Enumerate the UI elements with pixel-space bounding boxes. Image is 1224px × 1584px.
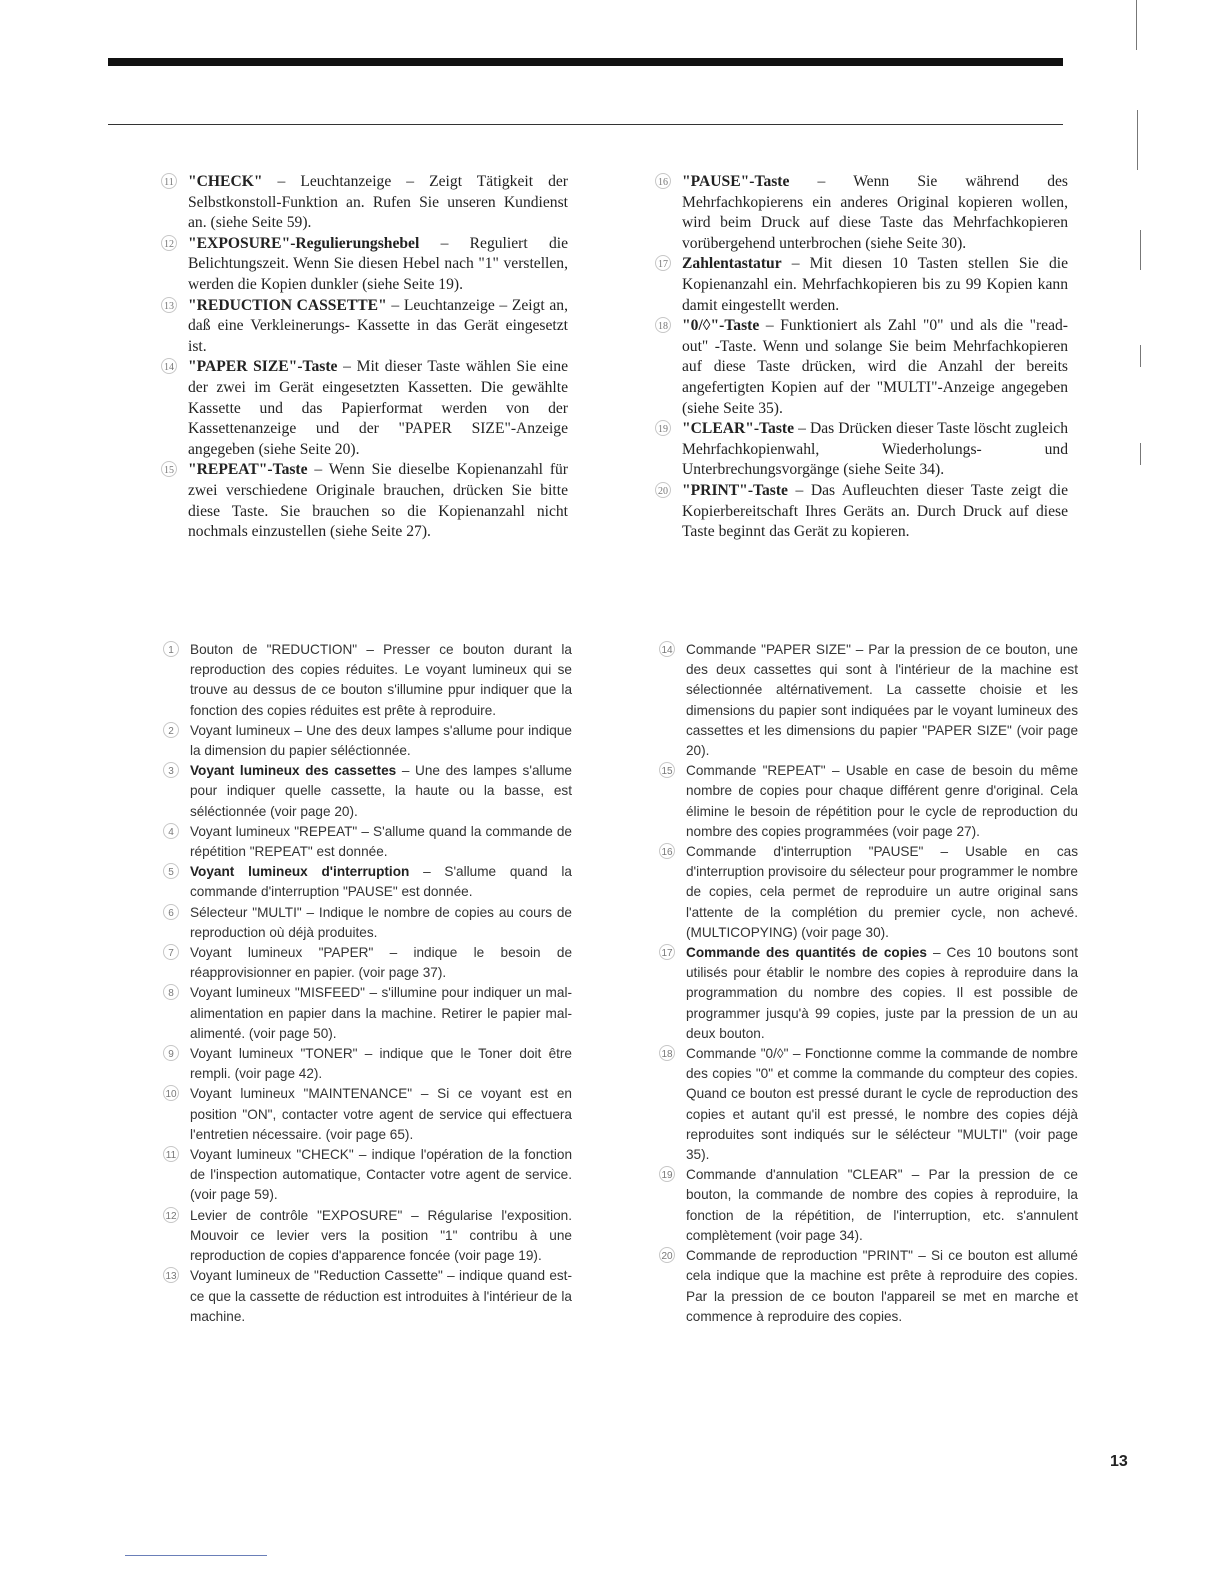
list-item: 14 Commande "PAPER SIZE" – Par la pression de ce bouton, une des deux cassettes qui sont à l'intérieur de la machine est sélectionnée altérnativement. La cassette choisie et les dimensions du papier sont indiquées par le voyant lumineux des cassettes et les dimensions du papier "PAPER SIZE" (voir page 20). (656, 640, 1078, 761)
list-item: 11 Voyant lumineux "CHECK" – indique l'opération de la fonction de l'inspection automatique, Contacter votre agent de service. (voir page 59). (160, 1145, 572, 1206)
list-item: 12 "EXPOSURE"-Regulierungshebel – Reguliert die Belichtungszeit. Wenn Sie diesen Hebel nach "1" verstellen, werden die Kopien dunkler (siehe Seite 19). (158, 234, 568, 296)
header-thin-rule (108, 124, 1063, 125)
list-item: 12 Levier de contrôle "EXPOSURE" – Régularise l'exposition. Mouvoir ce levier vers la position "1" contribu à une reproduction de copies d'apparence foncée (voir page 19). (160, 1206, 572, 1267)
list-item: 19 Commande d'annulation "CLEAR" – Par la pression de ce bouton, la commande de nombre des copies à reproduire, la fonction de la répétition, de l'interruption, etc. s'annulent complètement (voir page 34). (656, 1165, 1078, 1246)
circled-number-icon: 16 (658, 842, 676, 860)
list-item: 20 Commande de reproduction "PRINT" – Si ce bouton est allumé cela indique que la machine est prête à reproduire des copies. Par la pression de ce bouton l'appareil se met en marche et commence à reproduire des copies. (656, 1246, 1078, 1327)
scan-edge-mark (1137, 110, 1138, 170)
circled-number-icon: 13 (160, 296, 178, 314)
list-item: 18 "0/◊"-Taste – Funktioniert als Zahl "0" und als die "read-out" -Taste. Wenn und solange Sie beim Mehrfachkopieren auf diese Taste drücken, wird die Anzahl der bereits angefertigten Kopien auf der "MULTI"-Anzeige angegeben (siehe Seite 35). (652, 316, 1068, 419)
list-item: 10 Voyant lumineux "MAINTENANCE" – Si ce voyant est en position "ON", contacter votre agent de service qui effectuera l'entretien nécessaire. (voir page 65). (160, 1084, 572, 1145)
circled-number-icon: 15 (160, 460, 178, 478)
circled-number-icon: 11 (160, 172, 178, 190)
list-item: 13 Voyant lumineux de "Reduction Cassette" – indique quand est-ce que la cassette de réduction est introduites à l'intérieur de la machine. (160, 1266, 572, 1327)
circled-number-icon: 6 (162, 903, 180, 921)
circled-number-icon: 13 (162, 1266, 180, 1284)
list-item: 3 Voyant lumineux des cassettes – Une des lampes s'allume pour indiquer quelle cassette, la haute ou la basse, est séléctionnée (voir page 20). (160, 761, 572, 822)
list-item: 20 "PRINT"-Taste – Das Aufleuchten dieser Taste zeigt die Kopierbereitschaft Ihres Geräts an. Durch Druck auf diese Taste beginnt das Gerät zu kopieren. (652, 481, 1068, 543)
circled-number-icon: 7 (162, 943, 180, 961)
list-item: 5 Voyant lumineux d'interruption – S'allume quand la commande d'interruption "PAUSE" est donnée. (160, 862, 572, 902)
list-item: 14 "PAPER SIZE"-Taste – Mit dieser Taste wählen Sie eine der zwei im Gerät eingesetzten Kassetten. Die gewählte Kassette und das Papierformat werden von der Kassettenanzeige und der "PAPER SIZE"-Anzeige angegeben (siehe Seite 20). (158, 357, 568, 460)
circled-number-icon: 18 (654, 316, 672, 334)
circled-number-icon: 12 (160, 234, 178, 252)
list-item: 17 Commande des quantités de copies – Ces 10 boutons sont utilisés pour établir le nombre des copies à reproduire dans la programmation du nombre des copies. Il est possible de programmer jusqu'à 99 copies, juste par la pression de un au deux bouton. (656, 943, 1078, 1044)
circled-number-icon: 19 (654, 419, 672, 437)
list-item: 16 Commande d'interruption "PAUSE" – Usable en cas d'interruption provisoire du sélecteur pour programmer le nombre de copies, cela permet de reproduire un autre original sans l'attente de la complétion du premier cycle, non achevé. (MULTICOPYING) (voir page 30). (656, 842, 1078, 943)
circled-number-icon: 11 (162, 1145, 180, 1163)
page-number: 13 (1110, 1453, 1128, 1470)
list-item: 9 Voyant lumineux "TONER" – indique que le Toner doit être rempli. (voir page 42). (160, 1044, 572, 1084)
circled-number-icon: 20 (654, 481, 672, 499)
list-item: 18 Commande "0/◊" – Fonctionne comme la commande de nombre des copies "0" et comme la commande du compteur des copies. Quand ce bouton est pressé durant le cycle de reproduction des copies et autant qu'il est pressé, le nombre des copies déjà reproduites sont indiqués sur le sélécteur "MULTI" (voir page 35). (656, 1044, 1078, 1165)
circled-number-icon: 4 (162, 822, 180, 840)
list-item: 1 Bouton de "REDUCTION" – Presser ce bouton durant la reproduction des copies réduites. Le voyant lumineux qui se trouve au dessus de ce bouton s'illumine ppur indiquer que la fonction des copies réduites est prête à reproduire. (160, 640, 572, 721)
circled-number-icon: 17 (658, 943, 676, 961)
header-thick-rule (108, 58, 1063, 66)
list-item: 19 "CLEAR"-Taste – Das Drücken dieser Taste löscht zugleich Mehrfachkopienwahl, Wiederholungs- und Unterbrechungsvorgänge (siehe Seite 34). (652, 419, 1068, 481)
circled-number-icon: 19 (658, 1165, 676, 1183)
circled-number-icon: 1 (162, 640, 180, 658)
circled-number-icon: 20 (658, 1246, 676, 1264)
circled-number-icon: 3 (162, 761, 180, 779)
circled-number-icon: 16 (654, 172, 672, 190)
footer-rule (125, 1555, 267, 1556)
circled-number-icon: 14 (160, 357, 178, 375)
list-item: 8 Voyant lumineux "MISFEED" – s'illumine pour indiquer un mal-alimentation en papier dans la machine. Retirer le papier mal-alimenté. (voir page 50). (160, 983, 572, 1044)
circled-number-icon: 9 (162, 1044, 180, 1062)
list-item: 6 Sélecteur "MULTI" – Indique le nombre de copies au cours de reproduction où déjà produites. (160, 903, 572, 943)
circled-number-icon: 18 (658, 1044, 676, 1062)
circled-number-icon: 2 (162, 721, 180, 739)
list-item: 11 "CHECK" – Leuchtanzeige – Zeigt Tätigkeit der Selbstkonstoll-Funktion an. Rufen Sie unseren Kundienst an. (siehe Seite 59). (158, 172, 568, 234)
list-item: 16 "PAUSE"-Taste – Wenn Sie während des Mehrfachkopierens ein anderes Original kopieren wollen, wird beim Druck auf diese Taste das Mehrfachkopieren vorübergehend unterbrochen (siehe Seite 30). (652, 172, 1068, 254)
circled-number-icon: 15 (658, 761, 676, 779)
circled-number-icon: 12 (162, 1206, 180, 1224)
list-item: 7 Voyant lumineux "PAPER" – indique le besoin de réapprovisionner en papier. (voir page 37). (160, 943, 572, 983)
list-item: 15 "REPEAT"-Taste – Wenn Sie dieselbe Kopienanzahl für zwei verschiedene Originale brauchen, drücken Sie bitte diese Taste. Sie brauchen so die Kopienanzahl nicht nochmals einzustellen (siehe Seite 27). (158, 460, 568, 542)
circled-number-icon: 5 (162, 862, 180, 880)
list-item: 4 Voyant lumineux "REPEAT" – S'allume quand la commande de répétition "REPEAT" est donnée. (160, 822, 572, 862)
german-left-column (158, 172, 568, 543)
circled-number-icon: 10 (162, 1084, 180, 1102)
list-item: 17 Zahlentastatur – Mit diesen 10 Tasten stellen Sie die Kopienanzahl ein. Mehrfachkopieren bis zu 99 Kopien kann damit eingestellt werden. (652, 254, 1068, 316)
circled-number-icon: 17 (654, 254, 672, 272)
scan-edge-mark (1140, 443, 1141, 465)
list-item: 13 "REDUCTION CASSETTE" – Leuchtanzeige – Zeigt an, daß eine Verkleinerungs- Kassette in das Gerät eingesetzt ist. (158, 296, 568, 358)
scan-edge-mark (1140, 345, 1141, 367)
french-right-column (656, 640, 1078, 1327)
french-left-column (160, 640, 572, 1327)
scan-edge-mark (1140, 230, 1141, 270)
german-right-column (652, 172, 1068, 543)
scan-edge-mark (1136, 0, 1137, 50)
list-item: 15 Commande "REPEAT" – Usable en case de besoin du même nombre de copies pour chaque différent genre d'original. Cela élimine le besoin de répétition pour le cycle de reproduction du nombre des copies programmées (voir page 27). (656, 761, 1078, 842)
circled-number-icon: 8 (162, 983, 180, 1001)
circled-number-icon: 14 (658, 640, 676, 658)
list-item: 2 Voyant lumineux – Une des deux lampes s'allume pour indique la dimension du papier séléctionnée. (160, 721, 572, 761)
